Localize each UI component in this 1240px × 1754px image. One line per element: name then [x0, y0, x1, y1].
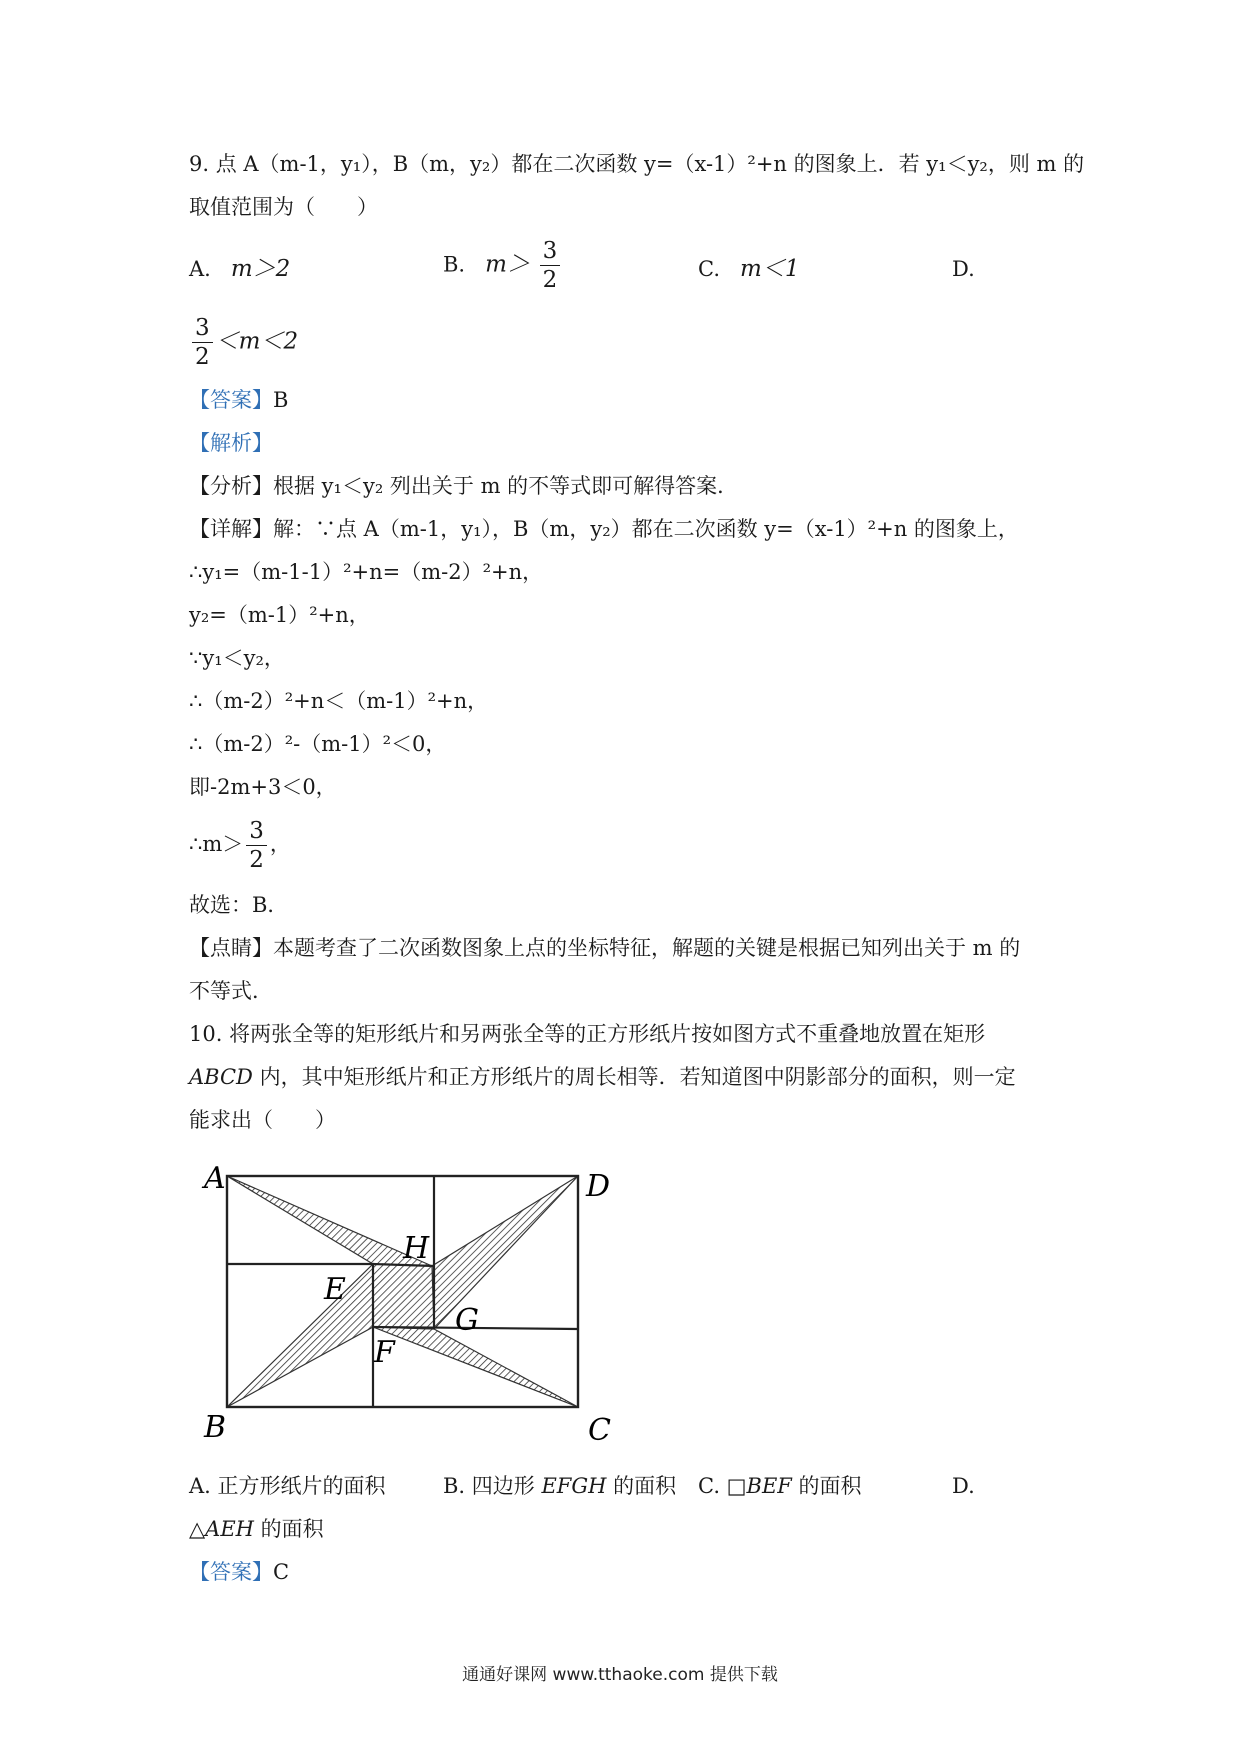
q9-detail-1-text: 解：∵点 A（m-1，y₁），B（m，y₂）都在二次函数 y=（x-1）²+n 的图象上， [273, 517, 1019, 541]
q9-option-c [698, 254, 799, 284]
q9-option-d-fraction: $\frac{3}{2}$ [192, 317, 213, 369]
q9-fenxi-text: 根据 y₁＜y₂ 列出关于 m 的不等式即可解得答案． [273, 474, 739, 498]
q9-detail-5: ∴（m-2）²+n＜（m-1）²+n， [189, 689, 489, 713]
q9-detail-tag: 【详解】 [189, 517, 273, 541]
q9-detail-8-post: ， [269, 832, 291, 856]
q10-stem-line1: 10. 将两张全等的矩形纸片和另两张全等的正方形纸片按如图方式不重叠地放置在矩形 [189, 1022, 986, 1046]
q9-answer-tag: 【答案】 [189, 388, 273, 412]
q9-option-d-label: D. [952, 257, 975, 281]
shaded-triangle-dhg [432, 1176, 578, 1329]
q10-option-b-pre: B. 四边形 [443, 1474, 542, 1498]
shaded-triangle-aeh [227, 1176, 432, 1266]
q10-option-c-post: 的面积 [791, 1474, 862, 1498]
q10-option-c-pre: C. □ [698, 1474, 747, 1498]
q10-option-d-pre: △ [189, 1517, 206, 1541]
q10-option-d-post: 的面积 [253, 1517, 324, 1541]
q9-detail-8 [189, 815, 291, 873]
q9-option-c-label: C. [698, 257, 720, 281]
q9-comment-1 [189, 933, 1020, 963]
q10-option-a: A. 正方形纸片的面积 [189, 1474, 386, 1498]
label-f: F [374, 1335, 395, 1370]
q9-option-d-text: ＜m＜2 [215, 328, 299, 355]
q9-option-b-fraction: $\frac{3}{2}$ [540, 240, 561, 292]
q9-answer-value: B [273, 388, 289, 412]
q9-option-b [443, 240, 563, 292]
q9-option-a [189, 254, 290, 284]
q9-option-c-text: m＜1 [740, 256, 800, 282]
q10-stem-abcd: ABCD [189, 1065, 253, 1089]
label-a: A [204, 1161, 226, 1196]
q9-stem-line1: 9. 点 A（m-1，y₁），B（m，y₂）都在二次函数 y=（x-1）²+n 的图象上．若 y₁＜y₂，则 m 的 [189, 152, 1085, 176]
q9-comment-2: 不等式． [189, 979, 273, 1003]
q10-answer-value: C [273, 1560, 290, 1584]
q9-fenxi-tag: 【分析】 [189, 474, 273, 498]
q9-option-b-text: m＞ [485, 251, 530, 278]
label-e: E [324, 1272, 346, 1307]
q9-option-a-label: A. [189, 257, 211, 281]
shaded-triangle-cgf [373, 1327, 578, 1407]
label-c: C [588, 1413, 611, 1448]
q9-fenxi [189, 471, 738, 501]
q10-option-d-label: D. [952, 1474, 975, 1498]
footer-source: 通通好课网 www.tthaoke.com 提供下载 [462, 1665, 778, 1685]
q9-detail-1 [189, 514, 1019, 544]
label-h: H [403, 1231, 430, 1266]
q9-detail-4: ∵y₁＜y₂， [189, 646, 285, 670]
q10-stem-line2-text: 内，其中矩形纸片和正方形纸片的周长相等．若知道图中阴影部分的面积，则一定 [252, 1065, 1016, 1089]
q10-stem-line2 [189, 1062, 1016, 1092]
q9-option-d [189, 317, 298, 369]
q10-option-d [189, 1514, 324, 1544]
q9-comment-tag: 【点睛】 [189, 936, 273, 960]
q9-answer [189, 385, 288, 415]
q10-option-b-post: 的面积 [606, 1474, 677, 1498]
q10-option-c [698, 1471, 862, 1501]
q9-detail-6: ∴（m-2）²-（m-1）²＜0， [189, 732, 447, 756]
q10-option-b [443, 1471, 676, 1501]
q9-detail-8-fraction: $\frac{3}{2}$ [246, 820, 267, 872]
q9-option-a-text: m＞2 [230, 256, 291, 282]
shaded-triangle-bfe [227, 1264, 373, 1407]
q10-answer-tag: 【答案】 [189, 1560, 273, 1584]
q10-answer [189, 1557, 289, 1587]
label-b: B [204, 1410, 227, 1445]
q10-option-b-math: EFGH [541, 1474, 607, 1498]
q10-stem-line3: 能求出（ ） [189, 1108, 336, 1132]
q10-option-c-math: BEF [746, 1474, 792, 1498]
q9-detail-2: ∴y₁=（m-1-1）²+n=（m-2）²+n， [189, 560, 544, 584]
q9-option-b-label: B. [443, 252, 466, 277]
label-g: G [455, 1303, 479, 1338]
q9-detail-7: 即-2m+3＜0， [189, 775, 337, 799]
q9-stem-line2: 取值范围为（ ） [189, 195, 378, 219]
q9-detail-3: y₂=（m-1）²+n， [189, 603, 370, 627]
q9-detail-8-pre: ∴m＞ [189, 832, 244, 856]
q10-option-d-math: AEH [205, 1517, 254, 1541]
q9-detail-9: 故选：B． [189, 893, 289, 917]
shaded-quad-efgh [373, 1264, 434, 1329]
q9-analysis-tag: 【解析】 [189, 431, 273, 455]
q10-figure [195, 1150, 635, 1450]
label-d: D [586, 1169, 611, 1204]
q9-comment-1-text: 本题考查了二次函数图象上点的坐标特征，解题的关键是根据已知列出关于 m 的 [273, 936, 1021, 960]
